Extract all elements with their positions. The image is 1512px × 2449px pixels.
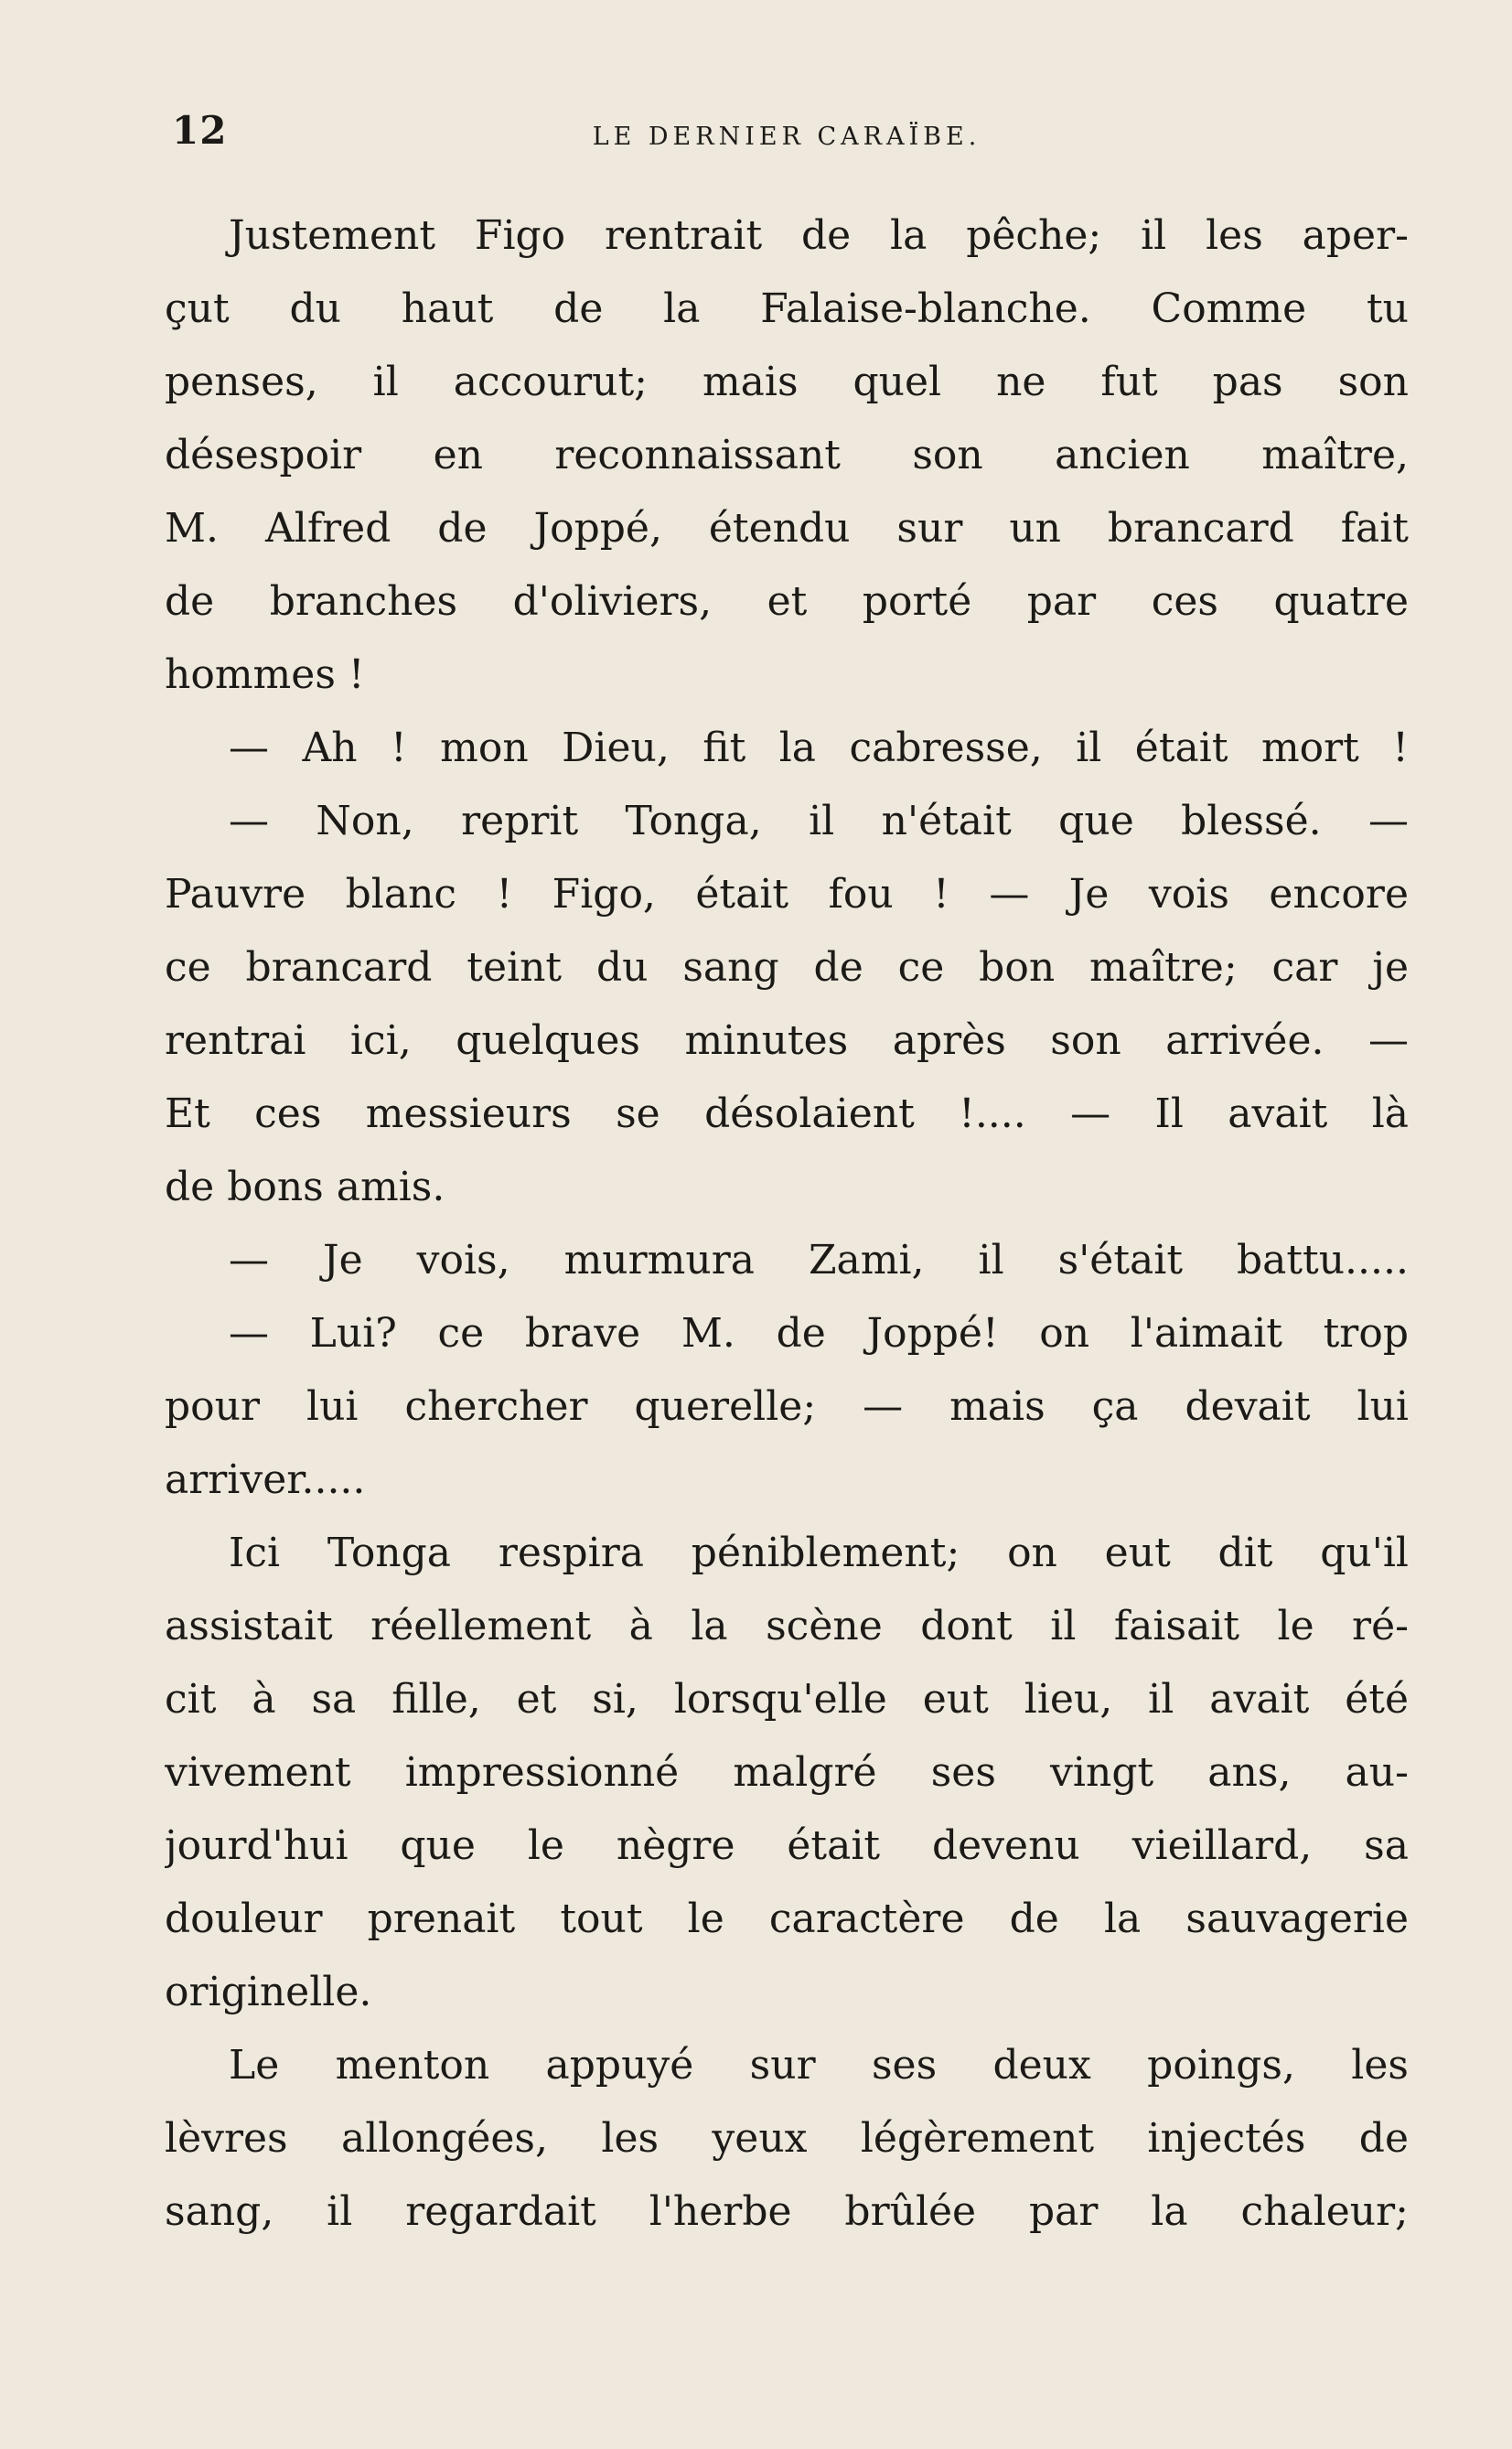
text-line: Et ces messieurs se désolaient !.... — Il avait là xyxy=(165,1090,1409,1137)
text-line: — Non, reprit Tonga, il n'était que blessé. — xyxy=(229,798,1409,844)
text-line: de branches d'oliviers, et porté par ces quatre xyxy=(165,578,1409,625)
text-line: de bons amis. xyxy=(165,1164,445,1210)
text-line: penses, il accourut; mais quel ne fut pas son xyxy=(165,359,1409,405)
text-line: Justement Figo rentrait de la pêche; il les aper- xyxy=(229,212,1409,259)
text-line: jourd'hui que le nègre était devenu vieillard, sa xyxy=(165,1822,1409,1869)
text-line: Le menton appuyé sur ses deux poings, les xyxy=(229,2042,1409,2089)
text-line: cit à sa fille, et si, lorsqu'elle eut lieu, il avait été xyxy=(165,1676,1409,1723)
text-line: Pauvre blanc ! Figo, était fou ! — Je vois encore xyxy=(165,871,1409,918)
text-line: douleur prenait tout le caractère de la sauvagerie xyxy=(165,1896,1409,1942)
text-line: — Je vois, murmura Zami, il s'était battu..... xyxy=(229,1237,1409,1284)
text-line: pour lui chercher querelle; — mais ça devait lui xyxy=(165,1383,1409,1430)
running-title: LE DERNIER CARAÏBE. xyxy=(592,123,981,151)
text-line: vivement impressionné malgré ses vingt ans, au- xyxy=(165,1749,1409,1796)
body-text xyxy=(165,199,1409,2249)
text-line: — Lui? ce brave M. de Joppé! on l'aimait trop xyxy=(229,1310,1409,1357)
text-line: ce brancard teint du sang de ce bon maître; car je xyxy=(165,944,1409,991)
text-line: Ici Tonga respira péniblement; on eut dit qu'il xyxy=(229,1530,1409,1576)
text-line: — Ah ! mon Dieu, fit la cabresse, il était mort ! xyxy=(229,725,1409,771)
page-number: 12 xyxy=(172,108,228,153)
text-line: hommes ! xyxy=(165,651,365,698)
text-line: sang, il regardait l'herbe brûlée par la chaleur; xyxy=(165,2188,1409,2235)
text-line: rentrai ici, quelques minutes après son arrivée. — xyxy=(165,1017,1409,1064)
text-line: désespoir en reconnaissant son ancien maître, xyxy=(165,432,1409,478)
page-header xyxy=(165,108,1409,163)
text-line: lèvres allongées, les yeux légèrement injectés de xyxy=(165,2115,1409,2162)
text-line: originelle. xyxy=(165,1969,372,2015)
text-line: assistait réellement à la scène dont il faisait le ré- xyxy=(165,1603,1409,1649)
text-line: çut du haut de la Falaise-blanche. Comme tu xyxy=(165,285,1409,332)
text-line: arriver..... xyxy=(165,1456,366,1503)
text-line: M. Alfred de Joppé, étendu sur un brancard fait xyxy=(165,505,1409,552)
